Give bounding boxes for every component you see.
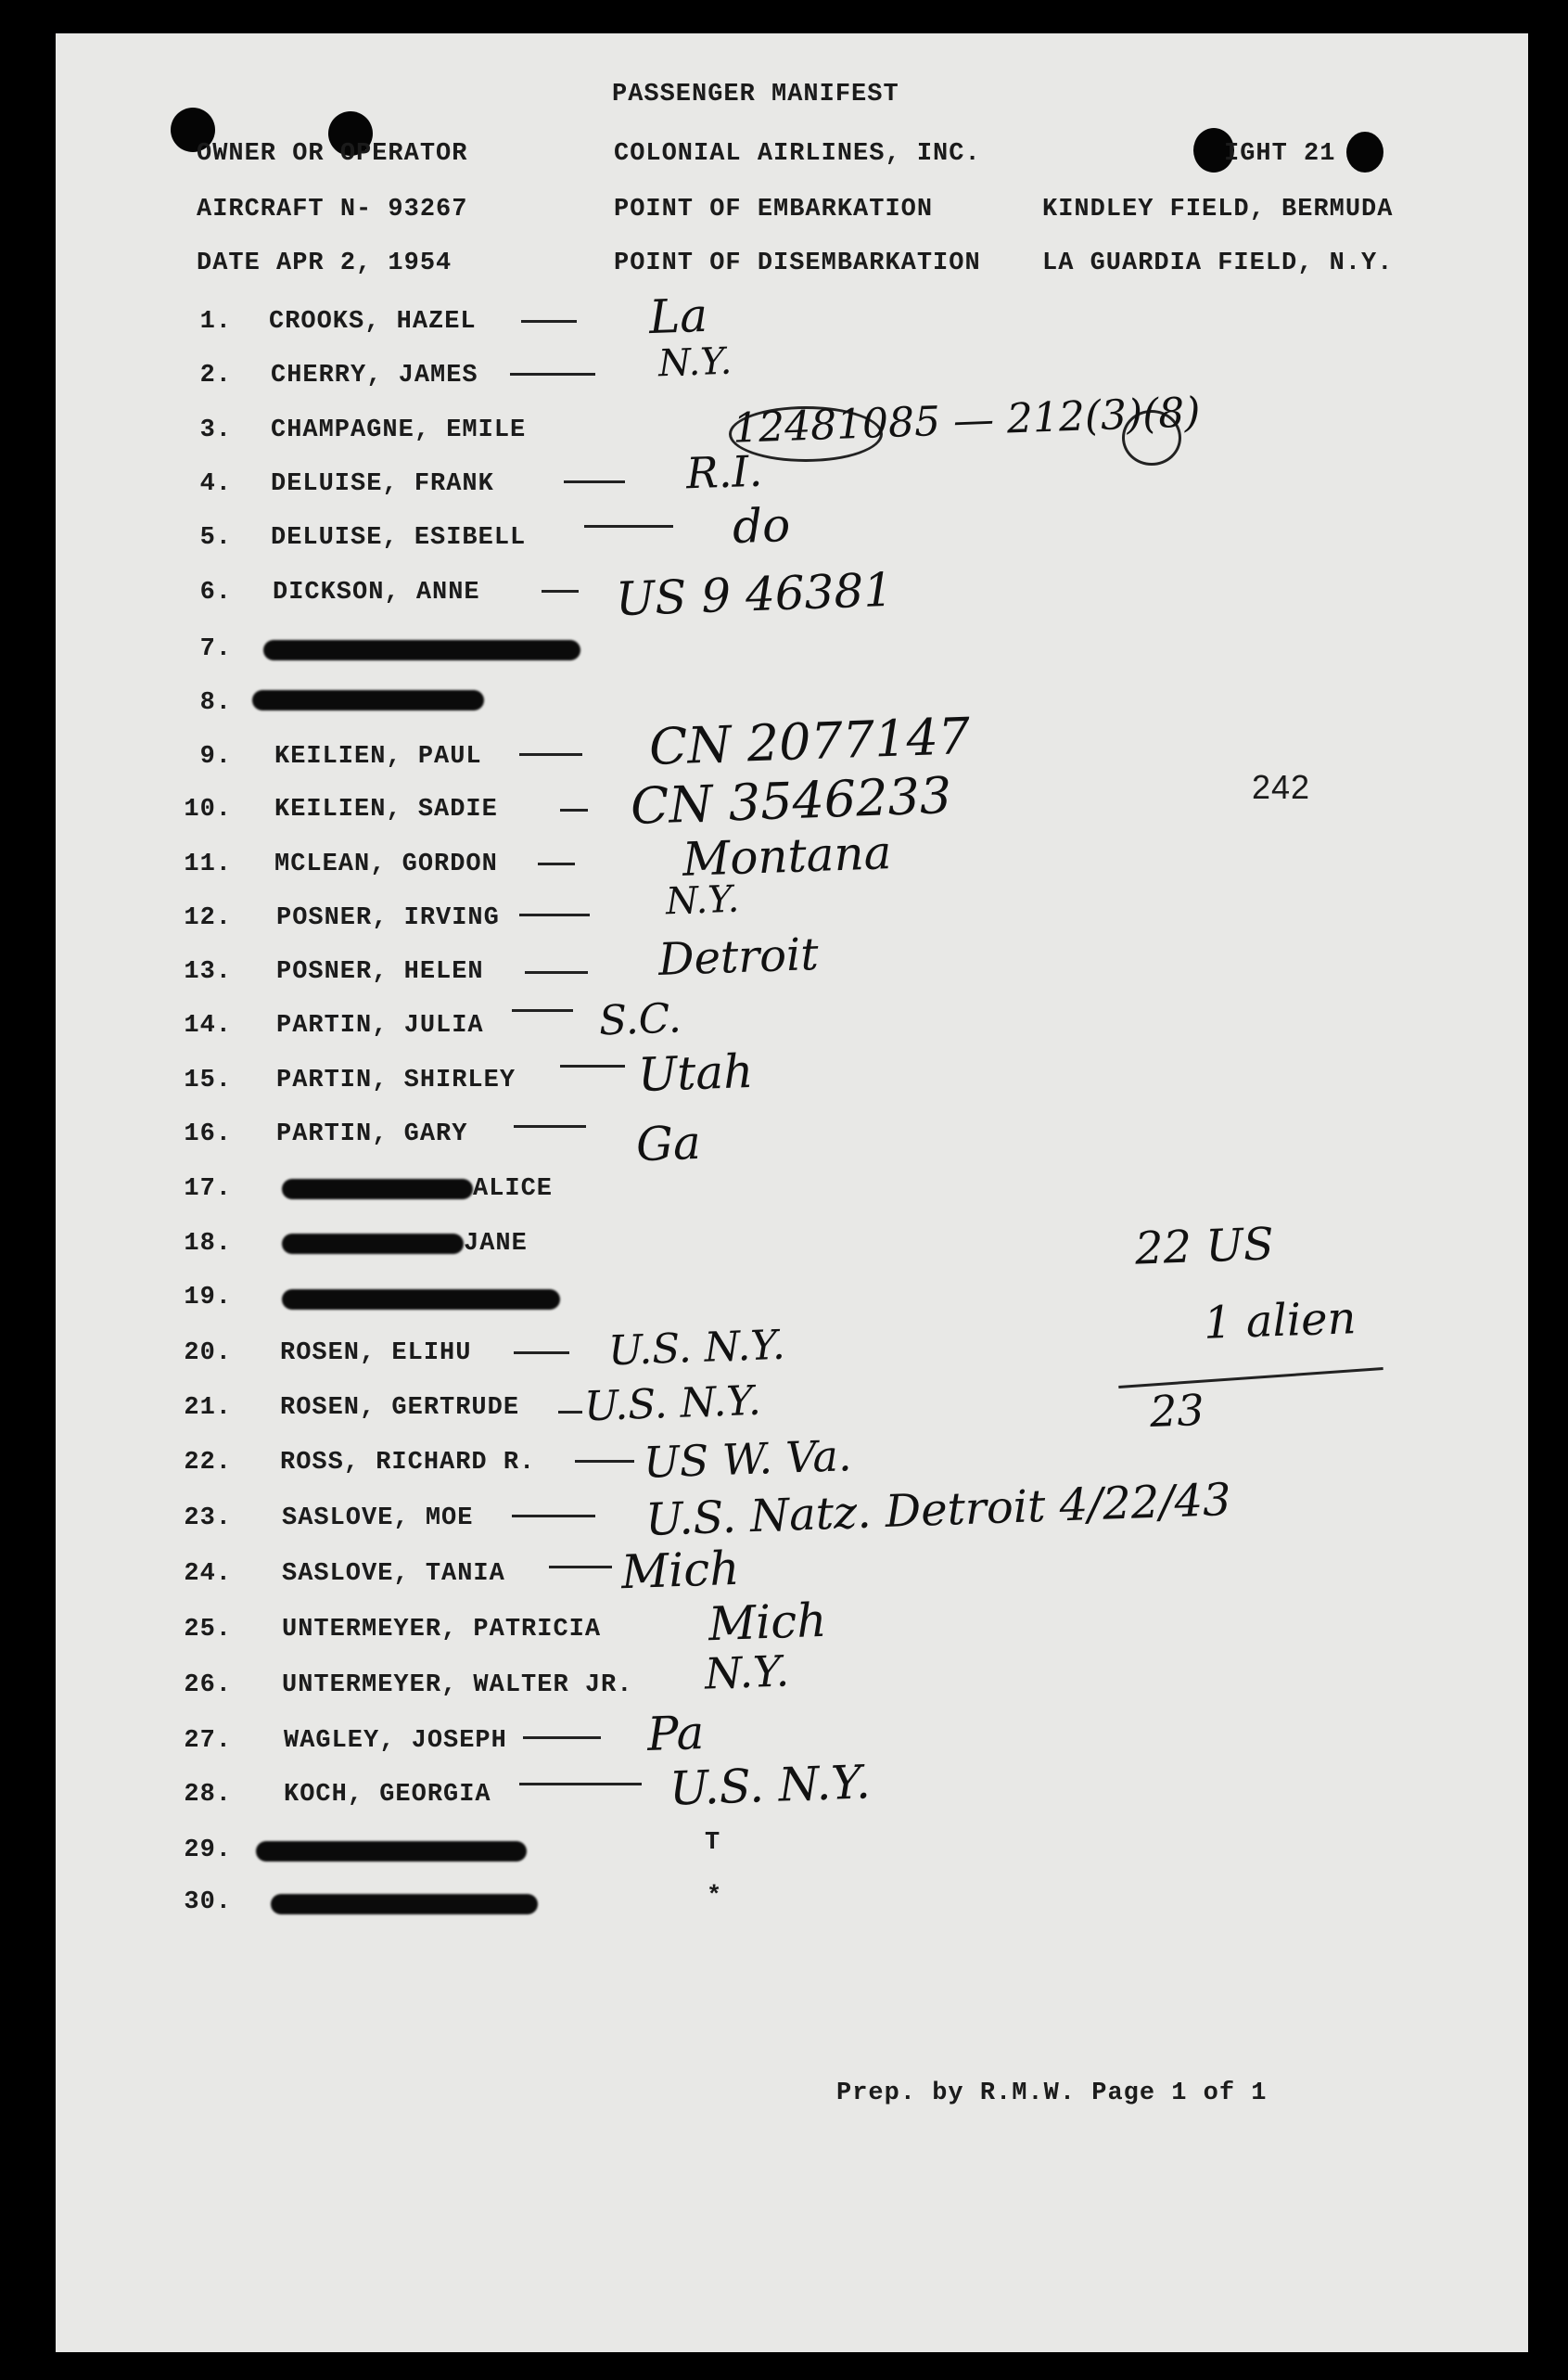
punch-hole-right-2 <box>1346 132 1383 173</box>
handwritten-note: Mich <box>708 1593 828 1652</box>
row-number: 16. <box>184 1120 232 1148</box>
redaction-bar <box>263 640 580 660</box>
handwritten-note: N.Y. <box>657 339 733 386</box>
row-number: 1. <box>199 308 232 336</box>
aircraft-number: AIRCRAFT N- 93267 <box>197 196 468 224</box>
row-number: 8. <box>199 689 232 717</box>
row-number: 7. <box>199 635 232 663</box>
passenger-name: CHERRY, JAMES <box>271 362 478 390</box>
row-dash <box>538 863 575 865</box>
row-number: 10. <box>184 796 232 824</box>
row-number: 15. <box>184 1067 232 1094</box>
passenger-name: ROSS, RICHARD R. <box>280 1449 536 1477</box>
row-number: 22. <box>184 1449 232 1477</box>
owner-label: OWNER OR OPERATOR <box>197 140 468 168</box>
redaction-bar <box>282 1289 560 1310</box>
handwritten-note: CN 3546233 <box>630 765 953 837</box>
embarkation-label: POINT OF EMBARKATION <box>614 196 934 224</box>
passenger-name: WAGLEY, JOSEPH <box>284 1727 507 1755</box>
passenger-name: POSNER, HELEN <box>276 958 484 986</box>
row-dash <box>564 480 625 483</box>
handwritten-note: N.Y. <box>665 877 740 924</box>
handwritten-note: CN 2077147 <box>648 706 972 777</box>
owner-value: COLONIAL AIRLINES, INC. <box>614 140 981 168</box>
passenger-name: ROSEN, ELIHU <box>280 1339 472 1367</box>
handwritten-note: US 9 46381 <box>615 562 894 627</box>
row-number: 25. <box>184 1616 232 1644</box>
passenger-note: * <box>707 1883 723 1911</box>
handwritten-note: US W. Va. <box>643 1430 853 1488</box>
row-number: 21. <box>184 1394 232 1422</box>
handwritten-note: U.S. N.Y. <box>583 1376 762 1431</box>
passenger-name: UNTERMEYER, WALTER JR. <box>282 1671 633 1699</box>
row-number: 29. <box>184 1836 232 1864</box>
passenger-name: DICKSON, ANNE <box>273 579 480 607</box>
handwritten-note: U.S. Natz. Detroit 4/22/43 <box>644 1473 1232 1547</box>
handwritten-note: La <box>648 288 709 345</box>
passenger-name: MCLEAN, GORDON <box>274 851 498 878</box>
redaction-bar <box>252 690 484 710</box>
row-number: 20. <box>184 1339 232 1367</box>
row-dash <box>514 1351 569 1354</box>
row-number: 6. <box>199 579 232 607</box>
tally-us: 22 US <box>1134 1218 1275 1275</box>
passenger-name: ROSEN, GERTRUDE <box>280 1394 520 1422</box>
row-number: 3. <box>199 416 232 444</box>
row-dash <box>584 525 673 528</box>
row-number: 4. <box>199 470 232 498</box>
row-number: 14. <box>184 1012 232 1040</box>
passenger-name: UNTERMEYER, PATRICIA <box>282 1616 602 1644</box>
row-number: 9. <box>199 743 232 771</box>
handwritten-note: Mich <box>620 1541 741 1600</box>
handwritten-note: do <box>732 497 792 555</box>
passenger-name: JANE <box>464 1230 528 1258</box>
passenger-name: DELUISE, FRANK <box>271 470 494 498</box>
passenger-name: CROOKS, HAZEL <box>269 308 477 336</box>
row-dash <box>525 971 588 974</box>
handwritten-note: U.S. N.Y. <box>607 1321 786 1376</box>
row-number: 13. <box>184 958 232 986</box>
handwritten-note: Utah <box>637 1043 755 1103</box>
row-number: 11. <box>184 851 232 878</box>
handwritten-note: U.S. N.Y. <box>669 1755 872 1816</box>
passenger-name: SASLOVE, TANIA <box>282 1560 505 1588</box>
disembarkation-value: LA GUARDIA FIELD, N.Y. <box>1042 250 1394 277</box>
passenger-name: PARTIN, GARY <box>276 1120 468 1148</box>
row-number: 19. <box>184 1284 232 1312</box>
row-dash <box>521 320 577 323</box>
handwritten-note: 12481085 — 212(3)(8) <box>732 389 1202 453</box>
row-number: 24. <box>184 1560 232 1588</box>
row-number: 27. <box>184 1727 232 1755</box>
passenger-name: DELUISE, ESIBELL <box>271 524 527 552</box>
passenger-name: KEILIEN, SADIE <box>274 796 498 824</box>
row-dash <box>549 1566 612 1568</box>
handwritten-note: Detroit <box>657 928 820 986</box>
passenger-name: CHAMPAGNE, EMILE <box>271 416 527 444</box>
handwritten-note: Montana <box>682 825 893 887</box>
passenger-name: KEILIEN, PAUL <box>274 743 482 771</box>
redaction-bar <box>256 1841 527 1862</box>
row-number: 26. <box>184 1671 232 1699</box>
passenger-name: KOCH, GEORGIA <box>284 1781 491 1809</box>
row-dash <box>560 809 588 812</box>
handwritten-note: R.I. <box>685 445 763 499</box>
row-dash <box>519 753 582 756</box>
passenger-name: POSNER, IRVING <box>276 904 500 932</box>
embarkation-value: KINDLEY FIELD, BERMUDA <box>1042 196 1394 224</box>
passenger-note: T <box>705 1829 721 1857</box>
page-number: 242 <box>1252 768 1311 806</box>
passenger-name: PARTIN, JULIA <box>276 1012 484 1040</box>
passenger-name: PARTIN, SHIRLEY <box>276 1067 516 1094</box>
row-dash <box>560 1065 625 1068</box>
disembarkation-label: POINT OF DISEMBARKATION <box>614 250 981 277</box>
row-dash <box>512 1515 595 1517</box>
row-dash <box>519 1783 642 1785</box>
prepared-by: Prep. by R.M.W. Page 1 of 1 <box>836 2079 1268 2107</box>
handwritten-note: Ga <box>635 1115 702 1172</box>
redaction-bar <box>282 1179 473 1199</box>
row-dash <box>558 1411 582 1414</box>
row-dash <box>575 1460 634 1463</box>
row-number: 30. <box>184 1888 232 1916</box>
row-number: 2. <box>199 362 232 390</box>
row-dash <box>519 914 590 916</box>
handwritten-note: N.Y. <box>704 1645 790 1699</box>
row-number: 17. <box>184 1175 232 1203</box>
passenger-name: SASLOVE, MOE <box>282 1504 474 1532</box>
passenger-name: ALICE <box>473 1175 554 1203</box>
redaction-bar <box>271 1894 538 1914</box>
handwritten-note: S.C. <box>598 994 682 1045</box>
tally-total: 23 <box>1149 1384 1205 1438</box>
row-dash <box>523 1736 601 1739</box>
manifest-date: DATE APR 2, 1954 <box>197 250 453 277</box>
tally-alien: 1 alien <box>1203 1292 1358 1350</box>
row-number: 18. <box>184 1230 232 1258</box>
row-dash <box>510 373 595 376</box>
row-number: 5. <box>199 524 232 552</box>
row-dash <box>542 590 579 593</box>
row-dash <box>514 1125 586 1128</box>
row-number: 23. <box>184 1504 232 1532</box>
handwritten-note: Pa <box>646 1705 706 1762</box>
redaction-bar <box>282 1234 464 1254</box>
row-number: 12. <box>184 904 232 932</box>
row-dash <box>512 1009 573 1012</box>
row-number: 28. <box>184 1781 232 1809</box>
manifest-title: PASSENGER MANIFEST <box>612 81 899 109</box>
flight-number: IGHT 21 <box>1224 140 1336 168</box>
